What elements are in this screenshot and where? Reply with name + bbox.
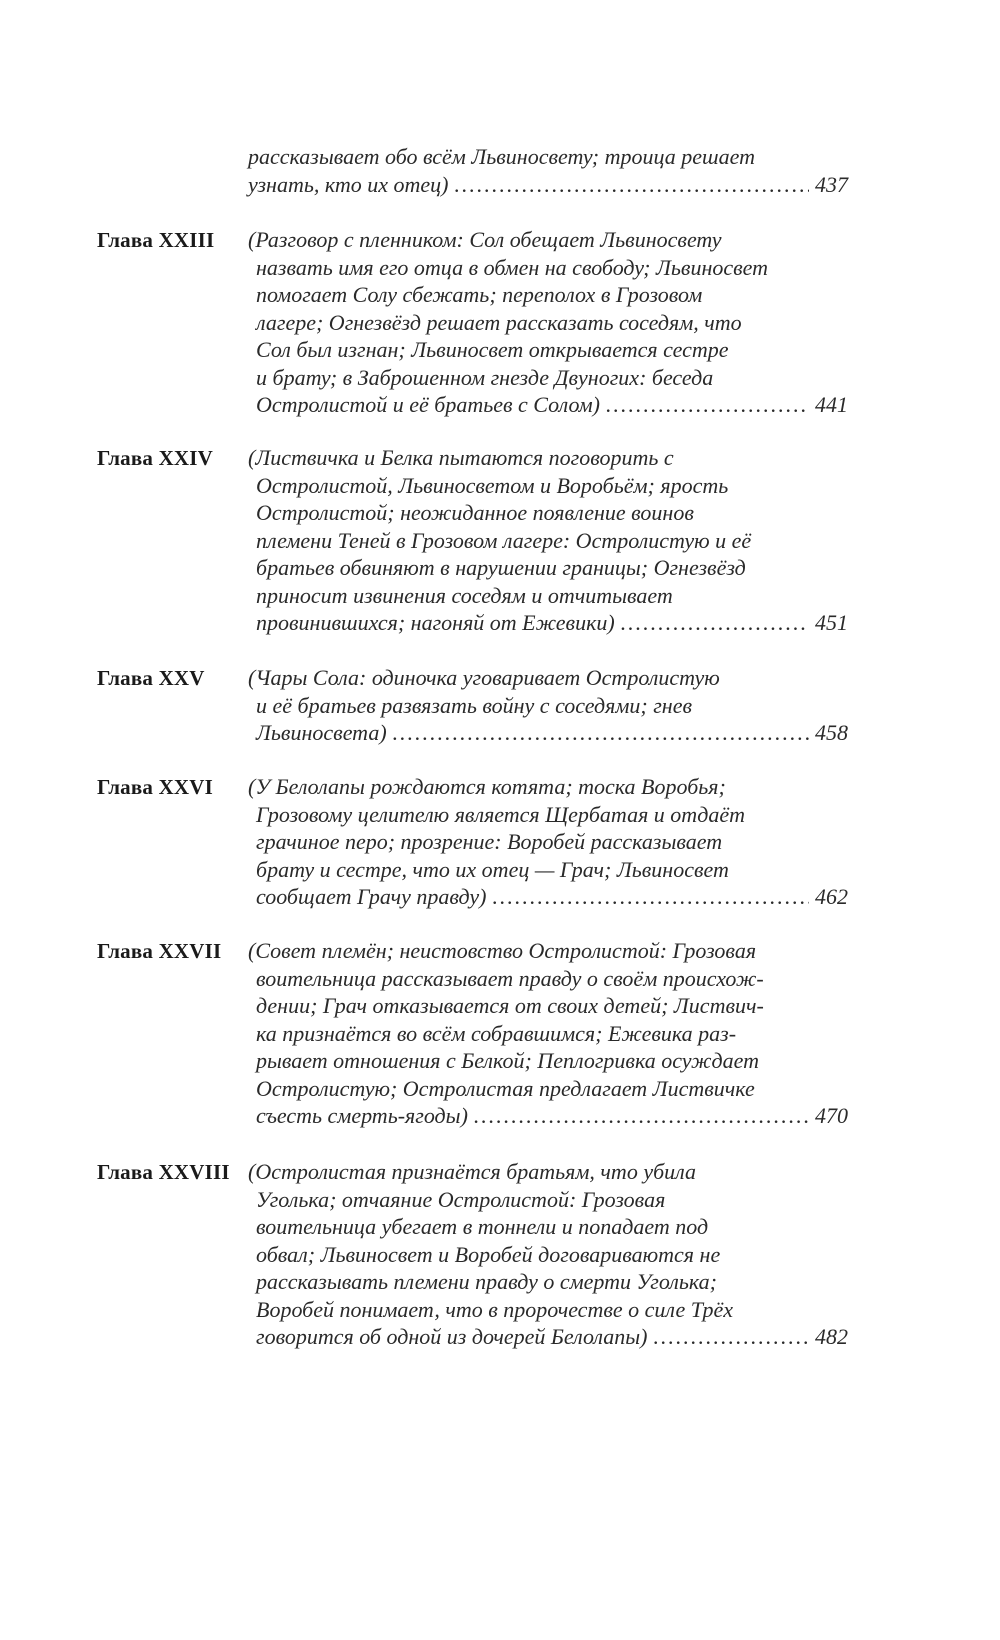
page-number: 451 — [815, 610, 848, 635]
description-line: (Остролистая признаётся братьям, что убила — [248, 1159, 697, 1184]
description-last-line — [248, 609, 848, 637]
description-line: Сол был изгнан; Львиносвет открывается сестре — [256, 337, 729, 362]
description-line: узнать, кто их отец) — [248, 171, 449, 197]
description-last-line — [248, 1323, 848, 1351]
description-line: дении; Грач отказывается от своих детей; Листвич- — [256, 993, 764, 1018]
description-last-line — [248, 391, 848, 419]
description-line: Остролистой, Львиносветом и Воробьём; ярость — [256, 472, 729, 498]
description-line: грачиное перо; прозрение: Воробей рассказывает — [256, 829, 723, 854]
description-line: обвал; Львиносвет и Воробей договариваются не — [256, 1241, 721, 1267]
description-line: говорится об одной из дочерей Белолапы) — [256, 1324, 648, 1349]
description-line: Остролистой и её братьев с Солом) — [256, 392, 600, 417]
description-last-line — [248, 171, 848, 199]
entry-description — [248, 937, 848, 1130]
description-line: Львиносвета) — [256, 720, 387, 745]
description-line: воительница убегает в тоннели и попадает под — [256, 1214, 709, 1239]
description-line: воительница рассказывает правду о своём происхож- — [256, 965, 764, 991]
description-line: (Чары Сола: одиночка уговаривает Остролистую — [248, 665, 720, 690]
chapter-label: Глава XXVII — [97, 939, 222, 963]
description-line: рассказывать племени правду о смерти Уголька; — [256, 1269, 717, 1294]
description-line: (Совет племён; неистовство Остролистой: Грозовая — [248, 938, 757, 963]
dot-leader — [621, 609, 809, 637]
description-last-line — [248, 1102, 848, 1130]
description-line: назвать имя его отца в обмен на свободу; Львиносвет — [256, 254, 769, 280]
page-number: 437 — [815, 171, 848, 197]
chapter-label: Глава XXVI — [97, 775, 214, 799]
description-line: помогает Солу сбежать; переполох в Грозовом — [256, 282, 703, 307]
description-last-line — [248, 883, 848, 911]
description-line: провинившихся; нагоняй от Ежевики) — [256, 610, 615, 635]
description-line: племени Теней в Грозовом лагере: Остролистую и её — [256, 527, 752, 553]
chapter-label: Глава XXIV — [97, 446, 214, 470]
chapter-label: Глава XXV — [97, 666, 205, 690]
description-line: (Разговор с пленником: Сол обещает Львиносвету — [248, 227, 722, 252]
page-number: 458 — [815, 720, 848, 745]
dot-leader — [455, 171, 809, 199]
chapter-label: Глава XXIII — [97, 228, 215, 252]
description-line: братьев обвиняют в нарушении границы; Огнезвёзд — [256, 555, 746, 580]
dot-leader — [654, 1323, 809, 1351]
description-line: и брату; в Заброшенном гнезде Двуногих: беседа — [256, 364, 714, 390]
description-line: съесть смерть-ягоды) — [256, 1103, 468, 1128]
entry-description — [248, 143, 848, 198]
entry-description — [248, 1158, 848, 1351]
entry-description — [248, 664, 848, 747]
description-line: Остролистую; Остролистая предлагает Листвичке — [256, 1075, 755, 1101]
description-line: Грозовому целителю является Щербатая и отдаёт — [256, 801, 745, 827]
description-line: Уголька; отчаяние Остролистой: Грозовая — [256, 1186, 666, 1212]
description-line: приносит извинения соседям и отчитывает — [256, 582, 673, 608]
dot-leader — [474, 1102, 809, 1130]
description-line: сообщает Грачу правду) — [256, 884, 487, 909]
description-line: ка признаётся во всём собравшимся; Ежевика раз- — [256, 1020, 737, 1046]
page-number: 482 — [815, 1324, 848, 1349]
description-line: лагере; Огнезвёзд решает рассказать соседям, что — [256, 309, 742, 335]
entry-description — [248, 773, 848, 911]
entry-description — [248, 444, 848, 637]
dot-leader — [492, 883, 809, 911]
entry-description — [248, 226, 848, 419]
description-line: Остролистой; неожиданное появление воинов — [256, 500, 694, 525]
description-line: (У Белолапы рождаются котята; тоска Воробья; — [248, 774, 726, 799]
chapter-label: Глава XXVIII — [97, 1160, 230, 1184]
page-number: 470 — [815, 1103, 848, 1128]
dot-leader — [393, 719, 809, 747]
description-line: рывает отношения с Белкой; Пеплогривка осуждает — [256, 1048, 759, 1073]
description-line: (Листвичка и Белка пытаются поговорить с — [248, 445, 674, 470]
page-number: 441 — [815, 392, 848, 417]
dot-leader — [606, 391, 809, 419]
description-line: брату и сестре, что их отец — Грач; Львиносвет — [256, 856, 729, 882]
description-last-line — [248, 719, 848, 747]
page-number: 462 — [815, 884, 848, 909]
description-line: рассказывает обо всём Львиносвету; троица решает — [248, 144, 755, 169]
description-line: и её братьев развязать войну с соседями; гнев — [256, 692, 693, 718]
description-line: Воробей понимает, что в пророчестве о силе Трёх — [256, 1296, 734, 1322]
